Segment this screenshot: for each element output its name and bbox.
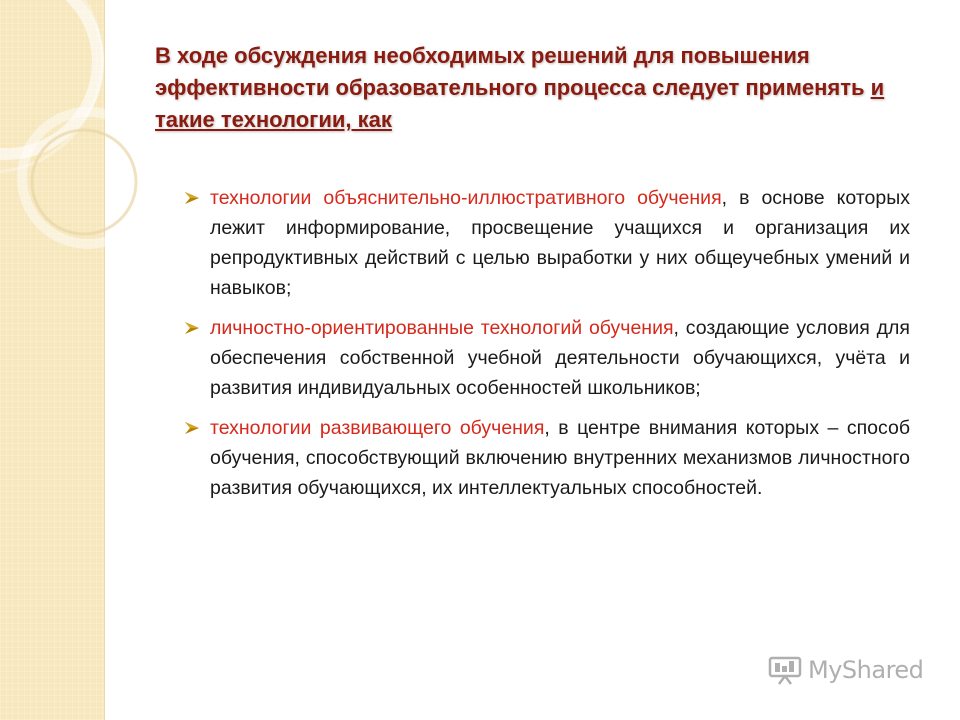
list-item-text: , в основе которых лежит информирование, просвещение учащихся и организация их репродуктивных действий с целью выработки у них общеучебных умений и навыков;	[210, 187, 911, 299]
arrowhead-bullet-icon	[184, 421, 200, 435]
decorative-circles	[0, 0, 160, 330]
list-item	[180, 183, 910, 303]
watermark-text: MyShared	[808, 656, 924, 684]
list-item-highlight: личностно-ориентированные технологий обучения	[210, 317, 674, 339]
technology-list	[180, 183, 910, 513]
presentation-screen-icon	[768, 655, 802, 685]
watermark	[768, 655, 923, 685]
list-item	[180, 413, 910, 503]
list-item-text: , в центре внимания которых – способ обучения, способствующий включению внутренних механизмов личностного развития обучающихся, их интеллектуальных способностей.	[210, 417, 910, 499]
slide-title-underlined: и такие технологии, как	[155, 75, 885, 132]
list-item	[180, 313, 910, 403]
arrowhead-bullet-icon	[184, 191, 200, 205]
slide-title	[155, 40, 925, 136]
list-item-highlight: технологии развивающего обучения	[210, 417, 545, 439]
arrowhead-bullet-icon	[184, 321, 200, 335]
slide-title-main: В ходе обсуждения необходимых решений для повышения эффективности образовательного процесса следует применять	[155, 43, 871, 100]
list-item-text: , создающие условия для обеспечения собственной учебной деятельности обучающихся, учёта и развития индивидуальных особенностей школьников;	[210, 317, 910, 399]
list-item-highlight: технологии объяснительно-иллюстративного обучения	[210, 187, 722, 209]
